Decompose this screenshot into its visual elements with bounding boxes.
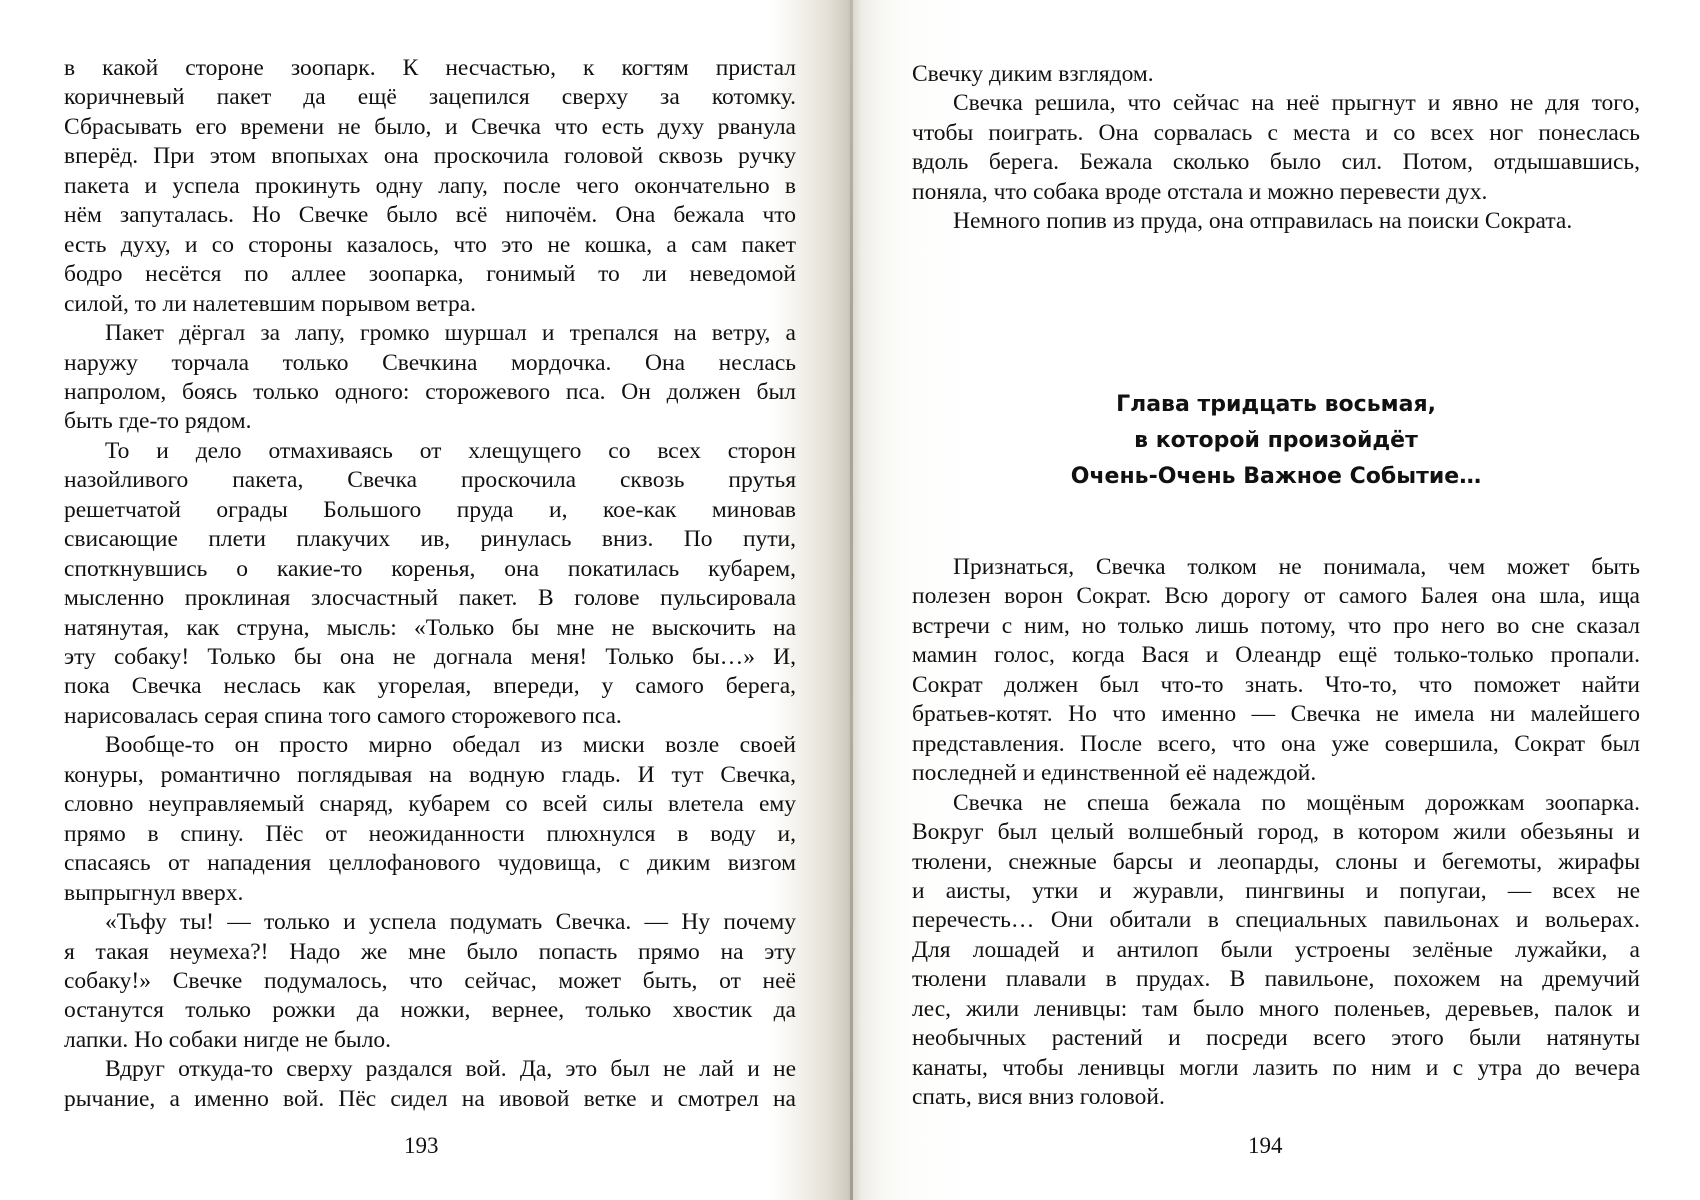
text-line: полезен ворон Сократ. Всю дорогу от самого Балея она шла, ища [912,583,1640,610]
text-line: натянутая, как струна, мысль: «Только бы мне не выскочить на [64,614,796,641]
text-line: я такая неумеха?! Надо же мне было попасть прямо на эту [64,938,796,965]
text-line: эту собаку! Только бы она не догнала меня! Только бы…» И, [64,644,796,670]
text-line: спасаясь от нападения целлофанового чудовища, с диким визгом [64,850,796,877]
text-line: Пакет дёргал за лапу, громко шуршал и трепался на ветру, а [105,320,796,347]
text-line: свисающие плети плакучих ив, ринулась вниз. По пути, [64,526,796,553]
text-line: вперёд. При этом впопыхах она проскочила головой сквозь ручку [64,143,796,170]
text-line: перечесть… Они обитали в специальных павильонах и вольерах. [912,907,1640,934]
text-line: коричневый пакет да ещё зацепился сверху за котомку. [64,84,796,111]
text-line: прямо в спину. Пёс от неожиданности плюхнулся в воду и, [64,820,796,847]
text-line: собаку!» Свечке подумалось, что сейчас, может быть, от неё [64,967,796,994]
text-line: в какой стороне зоопарк. К несчастью, к когтям пристал [64,55,796,81]
page-number-left: 193 [404,1133,439,1158]
text-line: пока Свечка неслась как угорелая, впереди, у самого берега, [64,673,796,700]
book-spine [850,0,853,1200]
text-line: необычных растений и посреди всего этого были натянуты [912,1025,1640,1052]
text-line: нарисовалась серая спина того самого сторожевого пса. [64,702,622,729]
text-line: словно неуправляемый снаряд, кубарем со всей силы влетела ему [64,791,796,818]
text-line: поняла, что собака вроде отстала и можно перевести дух. [912,178,1488,205]
text-line: останутся только рожки да ножки, вернее, только хвостик да [64,997,796,1024]
text-line: Свечку диким взглядом. [912,61,1154,87]
text-line: мамин голос, когда Вася и Олеандр ещё только-только пропали. [912,642,1640,669]
text-line: Для лошадей и антилоп были устроены зелёные лужайки, а [912,936,1640,963]
chapter-heading-line: в которой произойдёт [1134,428,1418,453]
text-line: Сбрасывать его времени не было, и Свечка что есть духу рванула [64,113,796,140]
text-line: выпрыгнул вверх. [64,879,244,906]
text-line: конуры, романтично поглядывая на водную гладь. И тут Свечка, [64,761,796,788]
text-line: бодро несётся по аллее зоопарка, гонимый то ли неведомой [64,261,796,288]
text-line: и аисты, утки и журавли, пингвины и попугаи, — всех не [912,877,1640,904]
text-line: нём запуталась. Но Свечке было всё нипочём. Она бежала что [64,202,796,229]
text-line: лапки. Но собаки нигде не было. [64,1026,392,1053]
chapter-heading [912,387,1640,495]
text-line: То и дело отмахиваясь от хлещущего со всех сторон [105,437,796,464]
text-line: Вообще-то он просто мирно обедал из миски возле своей [105,732,796,759]
text-line: Вокруг был целый волшебный город, в котором жили обезьяны и [912,819,1640,846]
text-line: решетчатой ограды Большого пруда и, кое-как миновав [64,496,796,523]
chapter-heading-line: Очень-Очень Важное Событие… [1070,464,1482,489]
text-line: напролом, боясь только одного: сторожевого пса. Он должен был [64,378,796,405]
text-line: Вдруг откуда-то сверху раздался вой. Да, это был не лай и не [105,1056,796,1083]
text-line: вдоль берега. Бежала сколько было сил. Потом, отдышавшись, [912,149,1640,176]
text-line: Немного попив из пруда, она отправилась на поиски Сократа. [953,208,1573,235]
text-line: есть духу, и со стороны казалось, что это не кошка, а сам пакет [64,231,796,258]
text-line: Сократ должен был что-то знать. Что-то, что поможет найти [912,671,1640,698]
text-line: братьев-котят. Но что именно — Свечка не имела ни малейшего [912,701,1640,728]
text-line: канаты, чтобы ленивцы могли лазить по ним и с утра до вечера [912,1054,1640,1081]
text-line: быть где-то рядом. [64,408,252,435]
text-line: наружу торчала только Свечкина мордочка. Она неслась [64,349,796,376]
text-line: мысленно проклиная злосчастный пакет. В голове пульсировала [64,585,796,612]
text-line: пакета и успела прокинуть одну лапу, после чего окончательно в [64,172,796,199]
chapter-heading-line: Глава тридцать восьмая, [1116,392,1436,417]
text-line: чтобы поиграть. Она сорвалась с места и со всех ног понеслась [912,119,1640,146]
text-line: Свечка решила, что сейчас на неё прыгнут и явно не для того, [953,90,1640,117]
text-line: тюлени, снежные барсы и леопарды, слоны и бегемоты, жирафы [912,848,1640,875]
text-line: последней и единственной её надеждой. [912,760,1317,787]
text-line: «Тьфу ты! — только и успела подумать Свечка. — Ну почему [105,909,796,936]
text-line: силой, то ли налетевшим порывом ветра. [64,290,477,317]
text-line: встречи с ним, но только лишь потому, что про него во сне сказал [912,612,1640,639]
text-line: рычание, а именно вой. Пёс сидел на ивовой ветке и смотрел на [64,1085,796,1112]
text-line: спать, вися вниз головой. [912,1084,1165,1111]
text-line: тюлени плавали в прудах. В павильоне, похожем на дремучий [912,966,1640,993]
text-line: назойливого пакета, Свечка проскочила сквозь прутья [64,467,796,494]
text-line: лес, жили ленивцы: там было много поленьев, деревьев, палок и [912,995,1640,1022]
page-number-right: 194 [1248,1133,1283,1158]
text-line: споткнувшись о какие-то коренья, она покатилась кубарем, [64,555,796,582]
text-line: представления. После всего, что она уже совершила, Сократ был [912,730,1640,757]
text-line: Признаться, Свечка толком не понимала, чем может быть [953,554,1640,580]
text-line: Свечка не спеша бежала по мощёным дорожкам зоопарка. [953,789,1640,816]
